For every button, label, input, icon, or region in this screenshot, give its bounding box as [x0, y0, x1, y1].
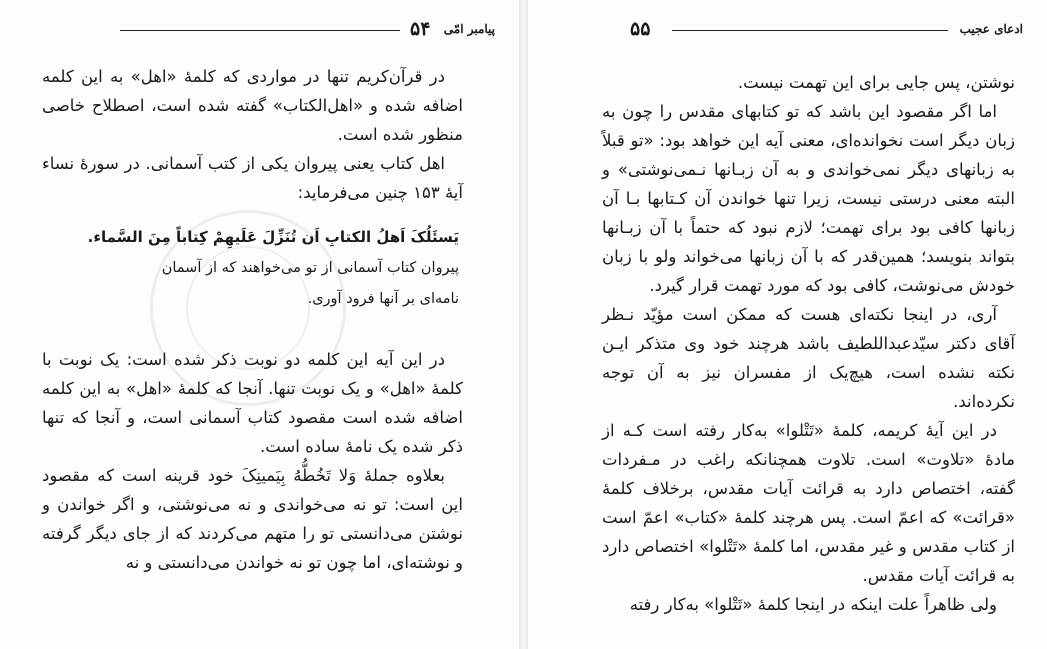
header-rule — [120, 30, 400, 31]
paragraph: آری، در اینجا نکته‌ای هست که ممکن است مؤیّد نـظر آقای دکتر سیّدعبداللطیف باشد هرچند خود وی متذکر ایـن نکته نشده است، هیچ‌یک از مفسران نیز به آن توجه نکرده‌اند. — [602, 305, 1015, 411]
header-rule — [672, 30, 948, 31]
paragraph: اهل کتاب یعنی پیروان یکی از کتب آسمانی. در سورهٔ نساء آیهٔ ۱۵۳ چنین می‌فرماید: — [42, 154, 463, 202]
quran-verse: یَسئَلُکَ اَهلُ الکتابِ اَن تُنَزِّلَ عَلَیهِمْ کِتاباً مِنَ السَّماء. — [87, 228, 459, 246]
verse-translation-line: نامه‌ای بر آنها فرود آوری. — [307, 291, 459, 307]
paragraph: اما اگر مقصود این باشد که تو کتابهای مقدس را چون به زبان دیگر است نخوانده‌ای، معنی آیه این خواهد بود: «تو قبلاً به زبانهای دیگر نمی‌خواندی و به آن زبـانها نـمی‌نوشتی» و البته معنی درستی نیست، زیرا تنها خواندن آن کـتابها بـا آن زبانها کافی بود برای تهمت؛ لازم نبود که حتماً با آن زبـانها بتواند بنویسد؛ همین‌قدر که با آن زبانها می‌خواند ولو با زبان خودش می‌نوشت، کافی بود که مورد تهمت قرار گیرد. — [602, 102, 1015, 295]
page-number: ۵۵ — [630, 18, 651, 40]
left-page-header — [24, 14, 495, 44]
running-title: پیامبر امّی — [443, 22, 495, 36]
paragraph: در این آیه این کلمه دو نوبت ذکر شده است: یک نوبت با کلمهٔ «اهل» و یک نوبت تنها. آنجا که کلمهٔ «اهل» به این کلمه اضافه شده است مقصود کتاب آسمانی است، و آنجا که تنها ذکر شده یک نامهٔ ساده است. — [42, 350, 463, 456]
left-page — [0, 0, 519, 649]
right-page — [528, 0, 1047, 649]
running-title: ادعای عجیب — [959, 22, 1023, 36]
paragraph: در قرآن‌کریم تنها در مواردی که کلمهٔ «اهل» به این کلمه اضافه شده و «اهل‌الکتاب» گفته شده است، اصطلاح خاصی منظور شده است. — [42, 67, 463, 144]
paragraph: ولی ظاهراً علت اینکه در اینجا کلمهٔ «تَتْلوا» به‌کار رفته — [629, 595, 997, 614]
right-page-body — [602, 68, 1015, 619]
book-gutter — [519, 0, 528, 649]
page-number: ۵۴ — [410, 18, 431, 40]
left-page-body — [42, 62, 463, 577]
paragraph: نوشتن، پس جایی برای این تهمت نیست. — [737, 73, 1015, 92]
right-page-header — [552, 14, 1023, 44]
verse-translation-line: پیروان کتاب آسمانی از تو می‌خواهند که از آسمان — [161, 260, 459, 276]
paragraph: بعلاوه جملهٔ وَلا تَخُطُّهُ بِیَمینِکَ خود قرینه است که مقصود این است: تو نه می‌خواندی و نه می‌نوشتی، و اگر خواندن و نوشتن می‌دانستی تو را متهم می‌کردند که از جای دیگر گرفته و نوشته‌ای، اما چون تو نه خواندن می‌دانستی و نه — [42, 466, 463, 572]
paragraph: در این آیهٔ کریمه، کلمهٔ «تَتْلوا» به‌کار رفته است کـه از مادهٔ «تلاوت» است. تلاوت همچنانکه راغب در مـفردات گفته، اختصاص دارد به قرائت آیات مقدس، برخلاف کلمهٔ «قرائت» که اعمّ است. پس هرچند کلمهٔ «کتاب» اعمّ است از کتاب مقدس و غیر مقدس، اما کلمهٔ «تَتْلوا» اختصاص دارد به قرائت آیات مقدس. — [602, 421, 1015, 585]
